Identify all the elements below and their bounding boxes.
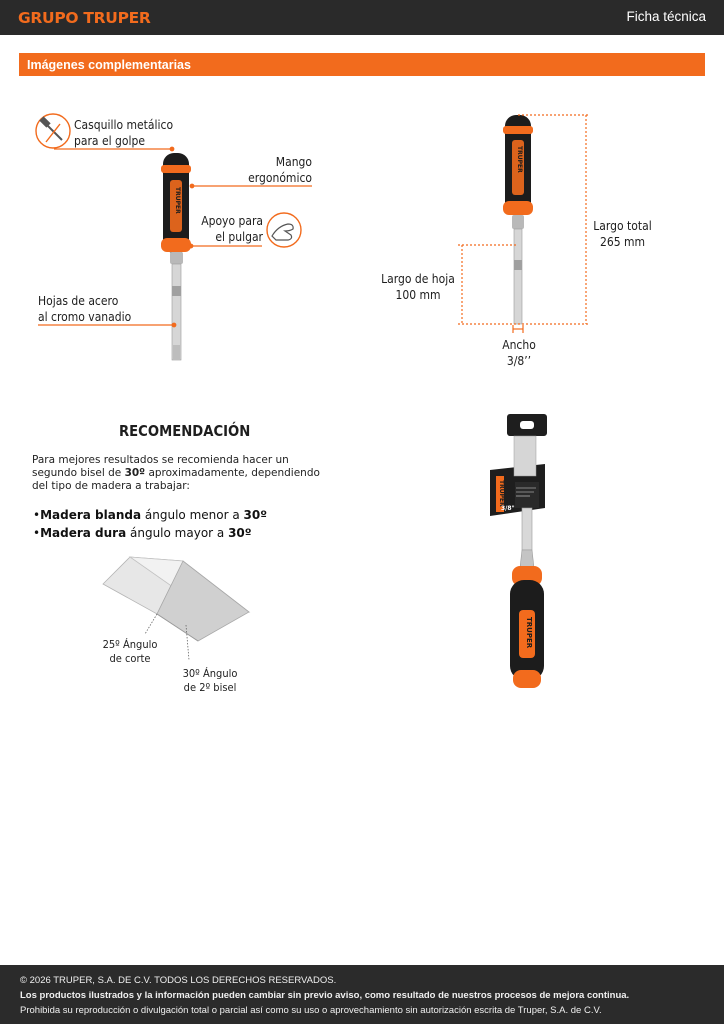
- bullet-2-bold: Madera dura: [40, 526, 127, 540]
- feature-casquillo-line2: para el golpe: [74, 134, 145, 148]
- bevel-angle-1-line1: 25º Ángulo: [102, 638, 158, 651]
- footer-prohibited: Prohibida su reproducción o divulgación total o parcial así como su uso o aprovechamiento sin autorización escrita de Truper, S.A. de C.V.: [20, 1005, 602, 1016]
- bullet-madera-blanda: •Madera blanda ángulo menor a 30º: [33, 508, 267, 522]
- footer-notice: Los productos ilustrados y la información pueden cambiar sin previo aviso, como resultado de nuestros procesos de mejora continua.: [20, 990, 630, 1001]
- document-type: Ficha técnica: [626, 9, 706, 24]
- package-brand-label: TRUPER: [525, 617, 533, 649]
- packaged-chisel-image: [490, 414, 547, 688]
- rec-para-part2: aproximadamente, dependiendo del tipo de madera a trabajar:: [32, 467, 320, 492]
- page-footer: [0, 965, 724, 1024]
- feature-apoyo-line2: el pulgar: [215, 230, 263, 244]
- feature-mango-line1: Mango: [275, 155, 312, 169]
- feature-apoyo-line1: Apoyo para: [201, 214, 263, 228]
- bullet-2-angle: 30º: [228, 526, 252, 540]
- dim-largo-hoja-value: 100 mm: [395, 288, 441, 302]
- svg-text:TRUPER: TRUPER: [498, 480, 505, 507]
- bullet-2-text: ángulo mayor a: [126, 526, 229, 540]
- feature-mango-line2: ergonómico: [248, 171, 312, 185]
- feature-hojas-line2: al cromo vanadio: [38, 310, 132, 324]
- dim-largo-total-label: Largo total: [593, 219, 652, 233]
- dim-ancho-value: 3/8’’: [506, 354, 532, 368]
- rec-para-part1: Para mejores resultados se recomienda hacer un segundo bisel de: [32, 454, 289, 479]
- bullet-madera-dura: •Madera dura ángulo mayor a 30º: [33, 526, 252, 540]
- bevel-angle-2-line1: 30º Ángulo: [182, 667, 238, 680]
- feature-hojas-line1: Hojas de acero: [38, 294, 119, 308]
- dim-largo-hoja-label: Largo de hoja: [381, 272, 455, 286]
- dim-largo-total-value: 265 mm: [599, 235, 646, 249]
- feature-casquillo-line1: Casquillo metálico: [74, 118, 174, 132]
- section-title: Imágenes complementarias: [27, 58, 191, 72]
- bullet-1-angle: 30º: [243, 508, 267, 522]
- svg-text:TRUPER: TRUPER: [516, 146, 523, 173]
- bevel-angle-2-line2: de 2º bisel: [183, 681, 237, 694]
- package-size-label: 3/8": [501, 505, 515, 512]
- bullet-1-text: ángulo menor a: [141, 508, 244, 522]
- bevel-angle-1-line2: de corte: [109, 652, 151, 665]
- svg-text:TRUPER: TRUPER: [174, 187, 181, 214]
- dim-ancho-label: Ancho: [502, 338, 536, 352]
- recommendation-title: RECOMENDACIÓN: [119, 422, 251, 440]
- rec-para-angle: 30º: [124, 467, 146, 479]
- bullet-1-bold: Madera blanda: [40, 508, 142, 522]
- brand-logo: GRUPO TRUPER: [18, 9, 151, 27]
- footer-copyright: © 2026 TRUPER, S.A. DE C.V. TODOS LOS DERECHOS RESERVADOS.: [20, 975, 337, 986]
